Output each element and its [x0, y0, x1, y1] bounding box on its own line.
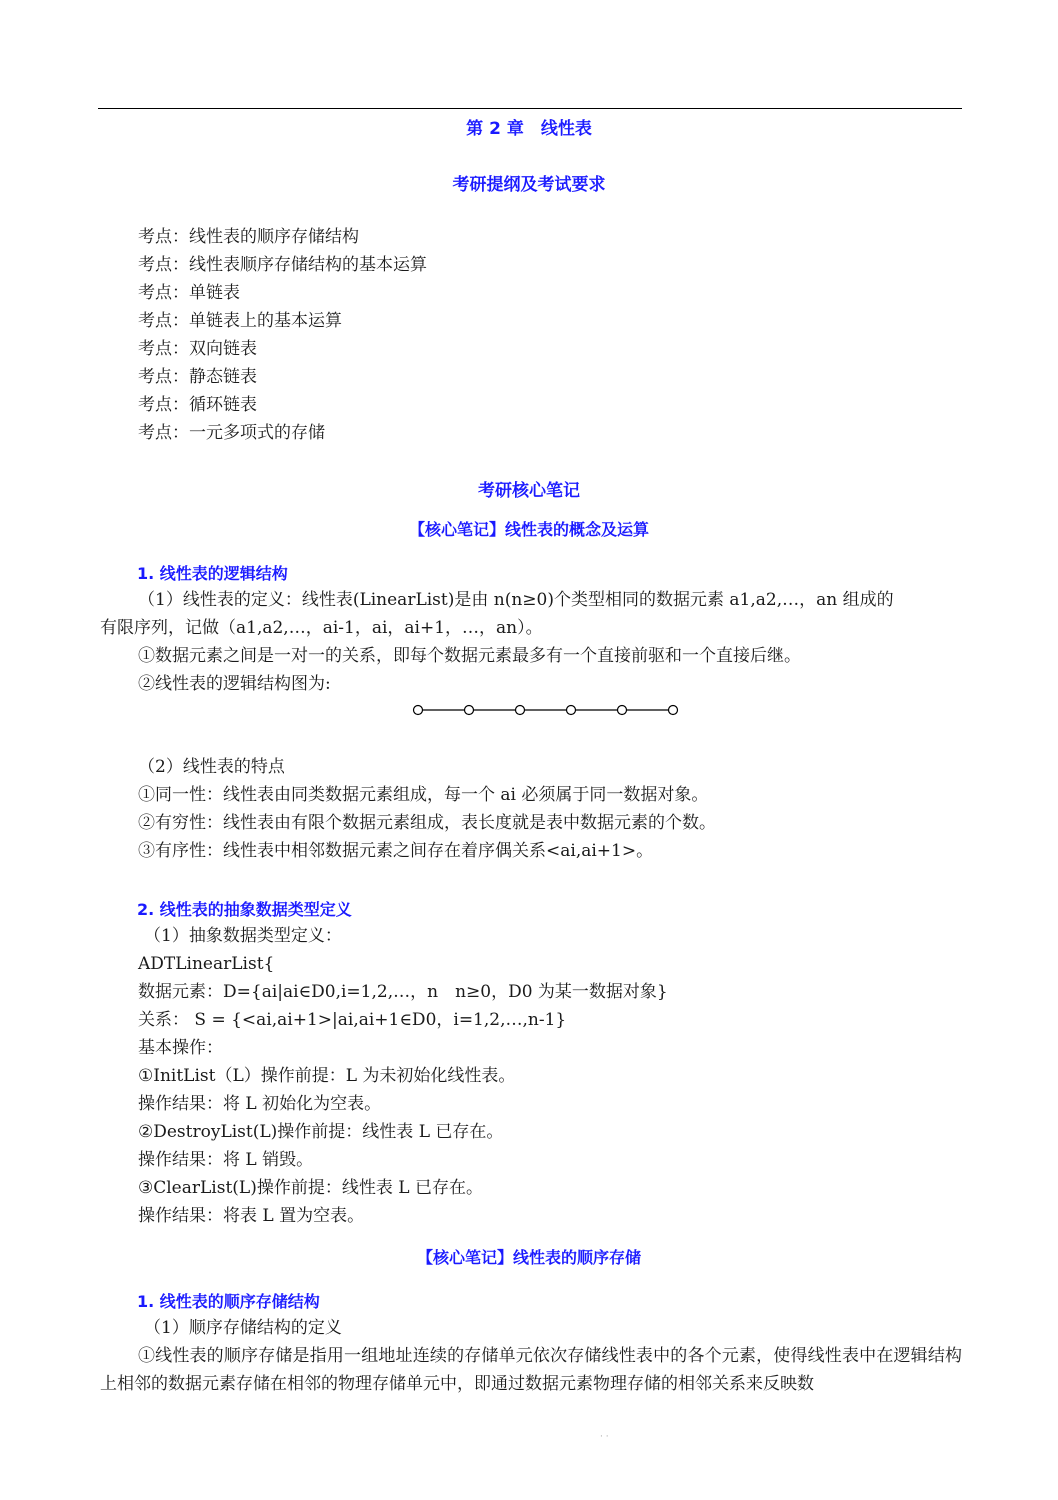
- footer-dots: · ·: [600, 1432, 609, 1442]
- adt-line: ①InitList（L）操作前提：L 为未初始化线性表。: [138, 1066, 516, 1086]
- sequential-definition-title: （1）顺序存储结构的定义: [144, 1318, 342, 1338]
- list-item: ③有序性：线性表中相邻数据元素之间存在着序偶关系<ai,ai+1>。: [138, 841, 654, 861]
- list-item: 考点：双向链表: [138, 339, 257, 359]
- diagram-node: [618, 706, 627, 715]
- adt-line: 操作结果：将 L 初始化为空表。: [138, 1094, 382, 1114]
- diagram-node: [669, 706, 678, 715]
- top-rule: [98, 108, 962, 109]
- linear-list-diagram: [408, 700, 688, 720]
- list-item: 考点：线性表的顺序存储结构: [138, 227, 359, 247]
- adt-line: 数据元素：D={ai|ai∈D0,i=1,2,…，n n≥0，D0 为某一数据对象}: [138, 982, 668, 1002]
- adt-definition: [138, 922, 668, 1230]
- section-heading-sequential: 【核心笔记】线性表的顺序存储: [416, 1248, 641, 1267]
- adt-line: （1）抽象数据类型定义：: [144, 926, 342, 946]
- adt-line: 操作结果：将 L 销毁。: [138, 1150, 314, 1170]
- adt-line: ADTLinearList{: [138, 954, 275, 974]
- diagram-node: [516, 706, 525, 715]
- list-item: 考点：单链表上的基本运算: [138, 311, 342, 331]
- list-item: 考点：静态链表: [138, 367, 257, 387]
- point-diagram-intro: ②线性表的逻辑结构图为:: [138, 674, 331, 694]
- point-one-to-one: ①数据元素之间是一对一的关系，即每个数据元素最多有一个直接前驱和一个直接后继。: [138, 646, 801, 666]
- outline-list: [138, 223, 427, 447]
- definition-line-1: （1）线性表的定义：线性表(LinearList)是由 n(n≥0)个类型相同的数据元素 a1,a2,…，an 组成的: [138, 590, 894, 610]
- list-item: ②有穷性：线性表由有限个数据元素组成，表长度就是表中数据元素的个数。: [138, 813, 716, 833]
- list-item: 考点：循环链表: [138, 395, 257, 415]
- features-title: （2）线性表的特点: [138, 757, 285, 777]
- notes-heading: 考研核心笔记: [478, 481, 580, 501]
- chapter-title: 第 2 章 线性表: [466, 119, 592, 139]
- features-list: [138, 781, 716, 865]
- adt-line: 操作结果：将表 L 置为空表。: [138, 1206, 365, 1226]
- section-heading-concepts: 【核心笔记】线性表的概念及运算: [408, 520, 649, 539]
- diagram-node: [567, 706, 576, 715]
- sequential-definition-paragraph: ①线性表的顺序存储是指用一组地址连续的存储单元依次存储线性表中的各个元素，使得线性表中在逻辑结构上相邻的数据元素存储在相邻的物理存储单元中，即通过数据元素物理存储的相邻关系来反映数: [100, 1346, 962, 1394]
- subsection-heading-adt: 2. 线性表的抽象数据类型定义: [137, 900, 352, 919]
- diagram-node: [414, 706, 423, 715]
- diagram-node: [465, 706, 474, 715]
- adt-line: 关系： S = {<ai,ai+1>|ai,ai+1∈D0，i=1,2,…,n-1}: [138, 1010, 567, 1030]
- list-item: 考点：单链表: [138, 283, 240, 303]
- outline-heading: 考研提纲及考试要求: [452, 175, 606, 195]
- subsection-heading-logic: 1. 线性表的逻辑结构: [137, 564, 288, 583]
- list-item: 考点：线性表顺序存储结构的基本运算: [138, 255, 427, 275]
- adt-line: 基本操作：: [138, 1038, 223, 1058]
- subsection-heading-sequential-structure: 1. 线性表的顺序存储结构: [137, 1292, 320, 1311]
- list-item: ①同一性：线性表由同类数据元素组成，每一个 ai 必须属于同一数据对象。: [138, 785, 709, 805]
- adt-line: ③ClearList(L)操作前提：线性表 L 已存在。: [138, 1178, 483, 1198]
- adt-line: ②DestroyList(L)操作前提：线性表 L 已存在。: [138, 1122, 504, 1142]
- list-item: 考点：一元多项式的存储: [138, 423, 325, 443]
- definition-line-2: 有限序列，记做（a1,a2,…，ai-1，ai，ai+1，…，an）。: [100, 618, 543, 638]
